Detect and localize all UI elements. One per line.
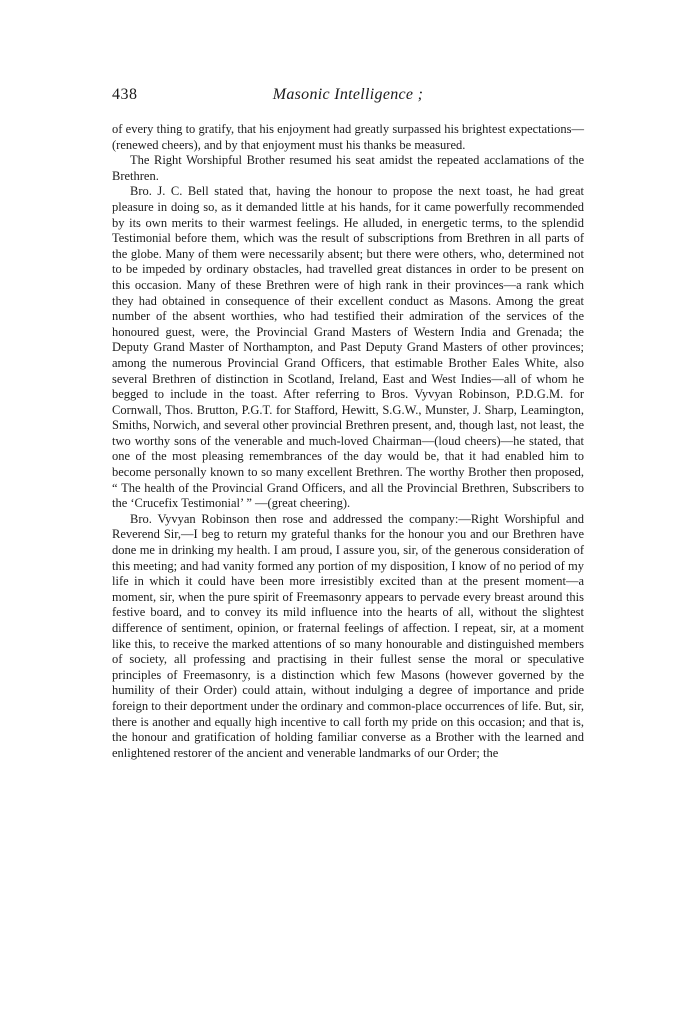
paragraph-continuation: of every thing to gratify, that his enjoyment had greatly surpassed his brightest expectations—(renewed cheers), and by that enjoyment must his thanks be measured. [112, 122, 584, 152]
paragraph-brother-resumed-seat: The Right Worshipful Brother resumed his seat amidst the repeated acclamations of the Brethren. [112, 153, 584, 183]
page-number: 438 [112, 86, 138, 103]
body-text [112, 122, 584, 761]
book-page [112, 86, 584, 761]
page-header [112, 86, 584, 112]
paragraph-bro-robinson-speech: Bro. Vyvyan Robinson then rose and addressed the company:—Right Worshipful and Reverend Sir,—I beg to return my grateful thanks for the honour you and our Brethren have done me in drinking my health. I am proud, I assure you, sir, of the generous consideration of this meeting; and had vanity formed any portion of my disposition, I know of no period of my life in which it could have been more irresistibly excited than at the present moment—a moment, sir, when the pure spirit of Freemasonry appears to pervade every breast around this festive board, and to convey its mild influence into the hearts of all, without the slightest difference of sentiment, opinion, or fraternal feelings of affection. I repeat, sir, at a moment like this, to receive the marked attentions of so many honourable and distinguished members of society, all professing and practising in their fullest sense the moral or speculative principles of Freemasonry, is a distinction which few Masons (however governed by the humility of their Order) could attain, without indulging a degree of importance and pride foreign to their deportment under the ordinary and common-place occurrences of life. But, sir, there is another and equally high incentive to call forth my pride on this occasion; and that is, the honour and gratification of holding familiar converse as a Brother with the learned and enlightened restorer of the ancient and venerable landmarks of our Order; the [112, 511, 584, 760]
running-title: Masonic Intelligence ; [272, 86, 424, 103]
paragraph-bro-bell-toast: Bro. J. C. Bell stated that, having the honour to propose the next toast, he had great pleasure in doing so, as it demanded little at his hands, for it came powerfully recommended by its own merits to their warmest feelings. He alluded, in energetic terms, to the splendid Testimonial before them, which was the result of subscriptions from Brethren in all parts of the globe. Many of them were necessarily absent; but there were others, who, determined not to be impeded by ordinary obstacles, had travelled great distances in order to be present on this occasion. Many of these Brethren were of high rank in their provinces—a rank which they had obtained in consequence of their excellent conduct as Masons. Among the great number of the absent worthies, who had testified their admiration of the services of the honoured guest, were, the Provincial Grand Masters of Western India and Grenada; the Deputy Grand Master of Northampton, and Past Deputy Grand Masters of other provinces; among the numerous Provincial Grand Officers, that estimable Brother Eales White, also several Brethren of distinction in Scotland, Ireland, East and West Indies—all of whom he begged to include in the toast. After referring to Bros. Vyvyan Robinson, P.D.G.M. for Cornwall, Thos. Brutton, P.G.T. for Stafford, Hewitt, S.G.W., Munster, J. Sharp, Leamington, Smiths, Norwich, and several other provincial Brethren present, and, though last, not least, the two worthy sons of the venerable and much-loved Chairman—(loud cheers)—he stated, that one of the most pleasing remembrances of the day would be, that it had enabled him to become personally known to so many excellent Brethren. The worthy Brother then proposed, “ The health of the Provincial Grand Officers, and all the Provincial Brethren, Subscribers to the ‘Crucefix Testimonial’ ” —(great cheering). [112, 184, 584, 511]
